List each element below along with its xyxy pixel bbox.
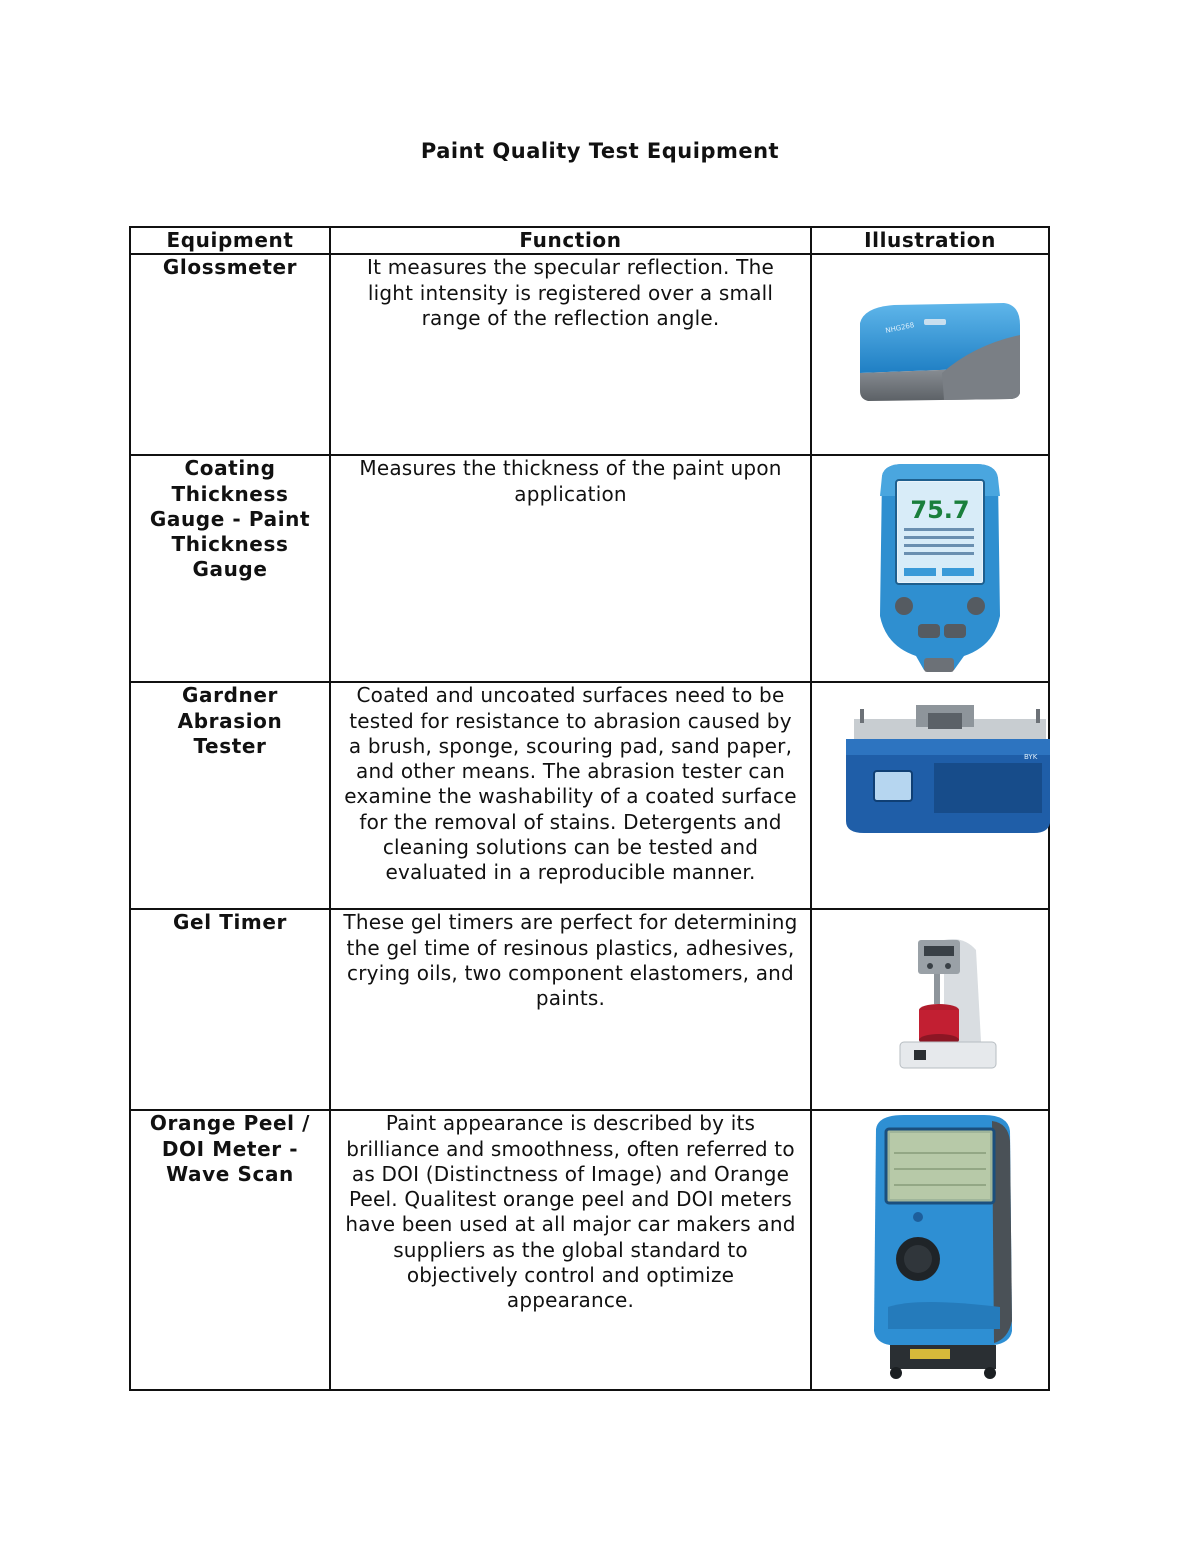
equipment-function: It measures the specular reflection. The light intensity is registered over a small range of the reflection angle. — [330, 254, 811, 455]
column-header-function: Function — [330, 227, 811, 254]
illustration-cell — [811, 455, 1049, 682]
svg-text:BYK: BYK — [1024, 753, 1038, 762]
equipment-function: These gel timers are perfect for determining the gel time of resinous plastics, adhesives, crying oils, two component elastomers, and paints. — [330, 909, 811, 1110]
gel-timer-image — [824, 910, 1058, 1107]
equipment-function: Paint appearance is described by its brilliance and smoothness, often referred to as DOI (Distinctness of Image) and Orange Peel. Qualitest orange peel and DOI meters have been used at all major car makers and suppliers as the global standard to objectively control and optimize appearance. — [330, 1110, 811, 1390]
abrasion-tester-image — [824, 683, 1058, 906]
page-title: Paint Quality Test Equipment — [420, 139, 780, 163]
illustration-cell — [811, 1110, 1049, 1390]
table-row — [130, 682, 1049, 909]
illustration-cell — [811, 254, 1049, 455]
equipment-name: Gel Timer — [130, 909, 330, 1110]
equipment-function: Coated and uncoated surfaces need to be tested for resistance to abrasion caused by a brush, sponge, scouring pad, sand paper, and other means. The abrasion tester can examine the washability of a coated surface for the removal of stains. Detergents and cleaning solutions can be tested and evaluated in a reproducible manner. — [330, 682, 811, 909]
wave-scan-image — [824, 1111, 1058, 1387]
table-header-row — [130, 227, 1049, 254]
equipment-name: Glossmeter — [130, 254, 330, 455]
column-header-illustration: Illustration — [811, 227, 1049, 254]
equipment-name: Coating Thickness Gauge - Paint Thickness Gauge — [130, 455, 330, 682]
table-row — [130, 254, 1049, 455]
equipment-function: Measures the thickness of the paint upon application — [330, 455, 811, 682]
equipment-table — [129, 226, 1050, 1391]
column-header-equipment: Equipment — [130, 227, 330, 254]
thickness-gauge-image — [824, 456, 1058, 679]
glossmeter-image — [824, 255, 1058, 452]
table-row — [130, 909, 1049, 1110]
table-row — [130, 1110, 1049, 1390]
illustration-cell — [811, 909, 1049, 1110]
illustration-cell — [811, 682, 1049, 909]
gauge-display-reading: 75.7 — [910, 496, 970, 525]
equipment-name: Orange Peel / DOI Meter - Wave Scan — [130, 1110, 330, 1390]
table-row — [130, 455, 1049, 682]
equipment-name: Gardner Abrasion Tester — [130, 682, 330, 909]
svg-text:NHG268: NHG268 — [884, 321, 916, 336]
